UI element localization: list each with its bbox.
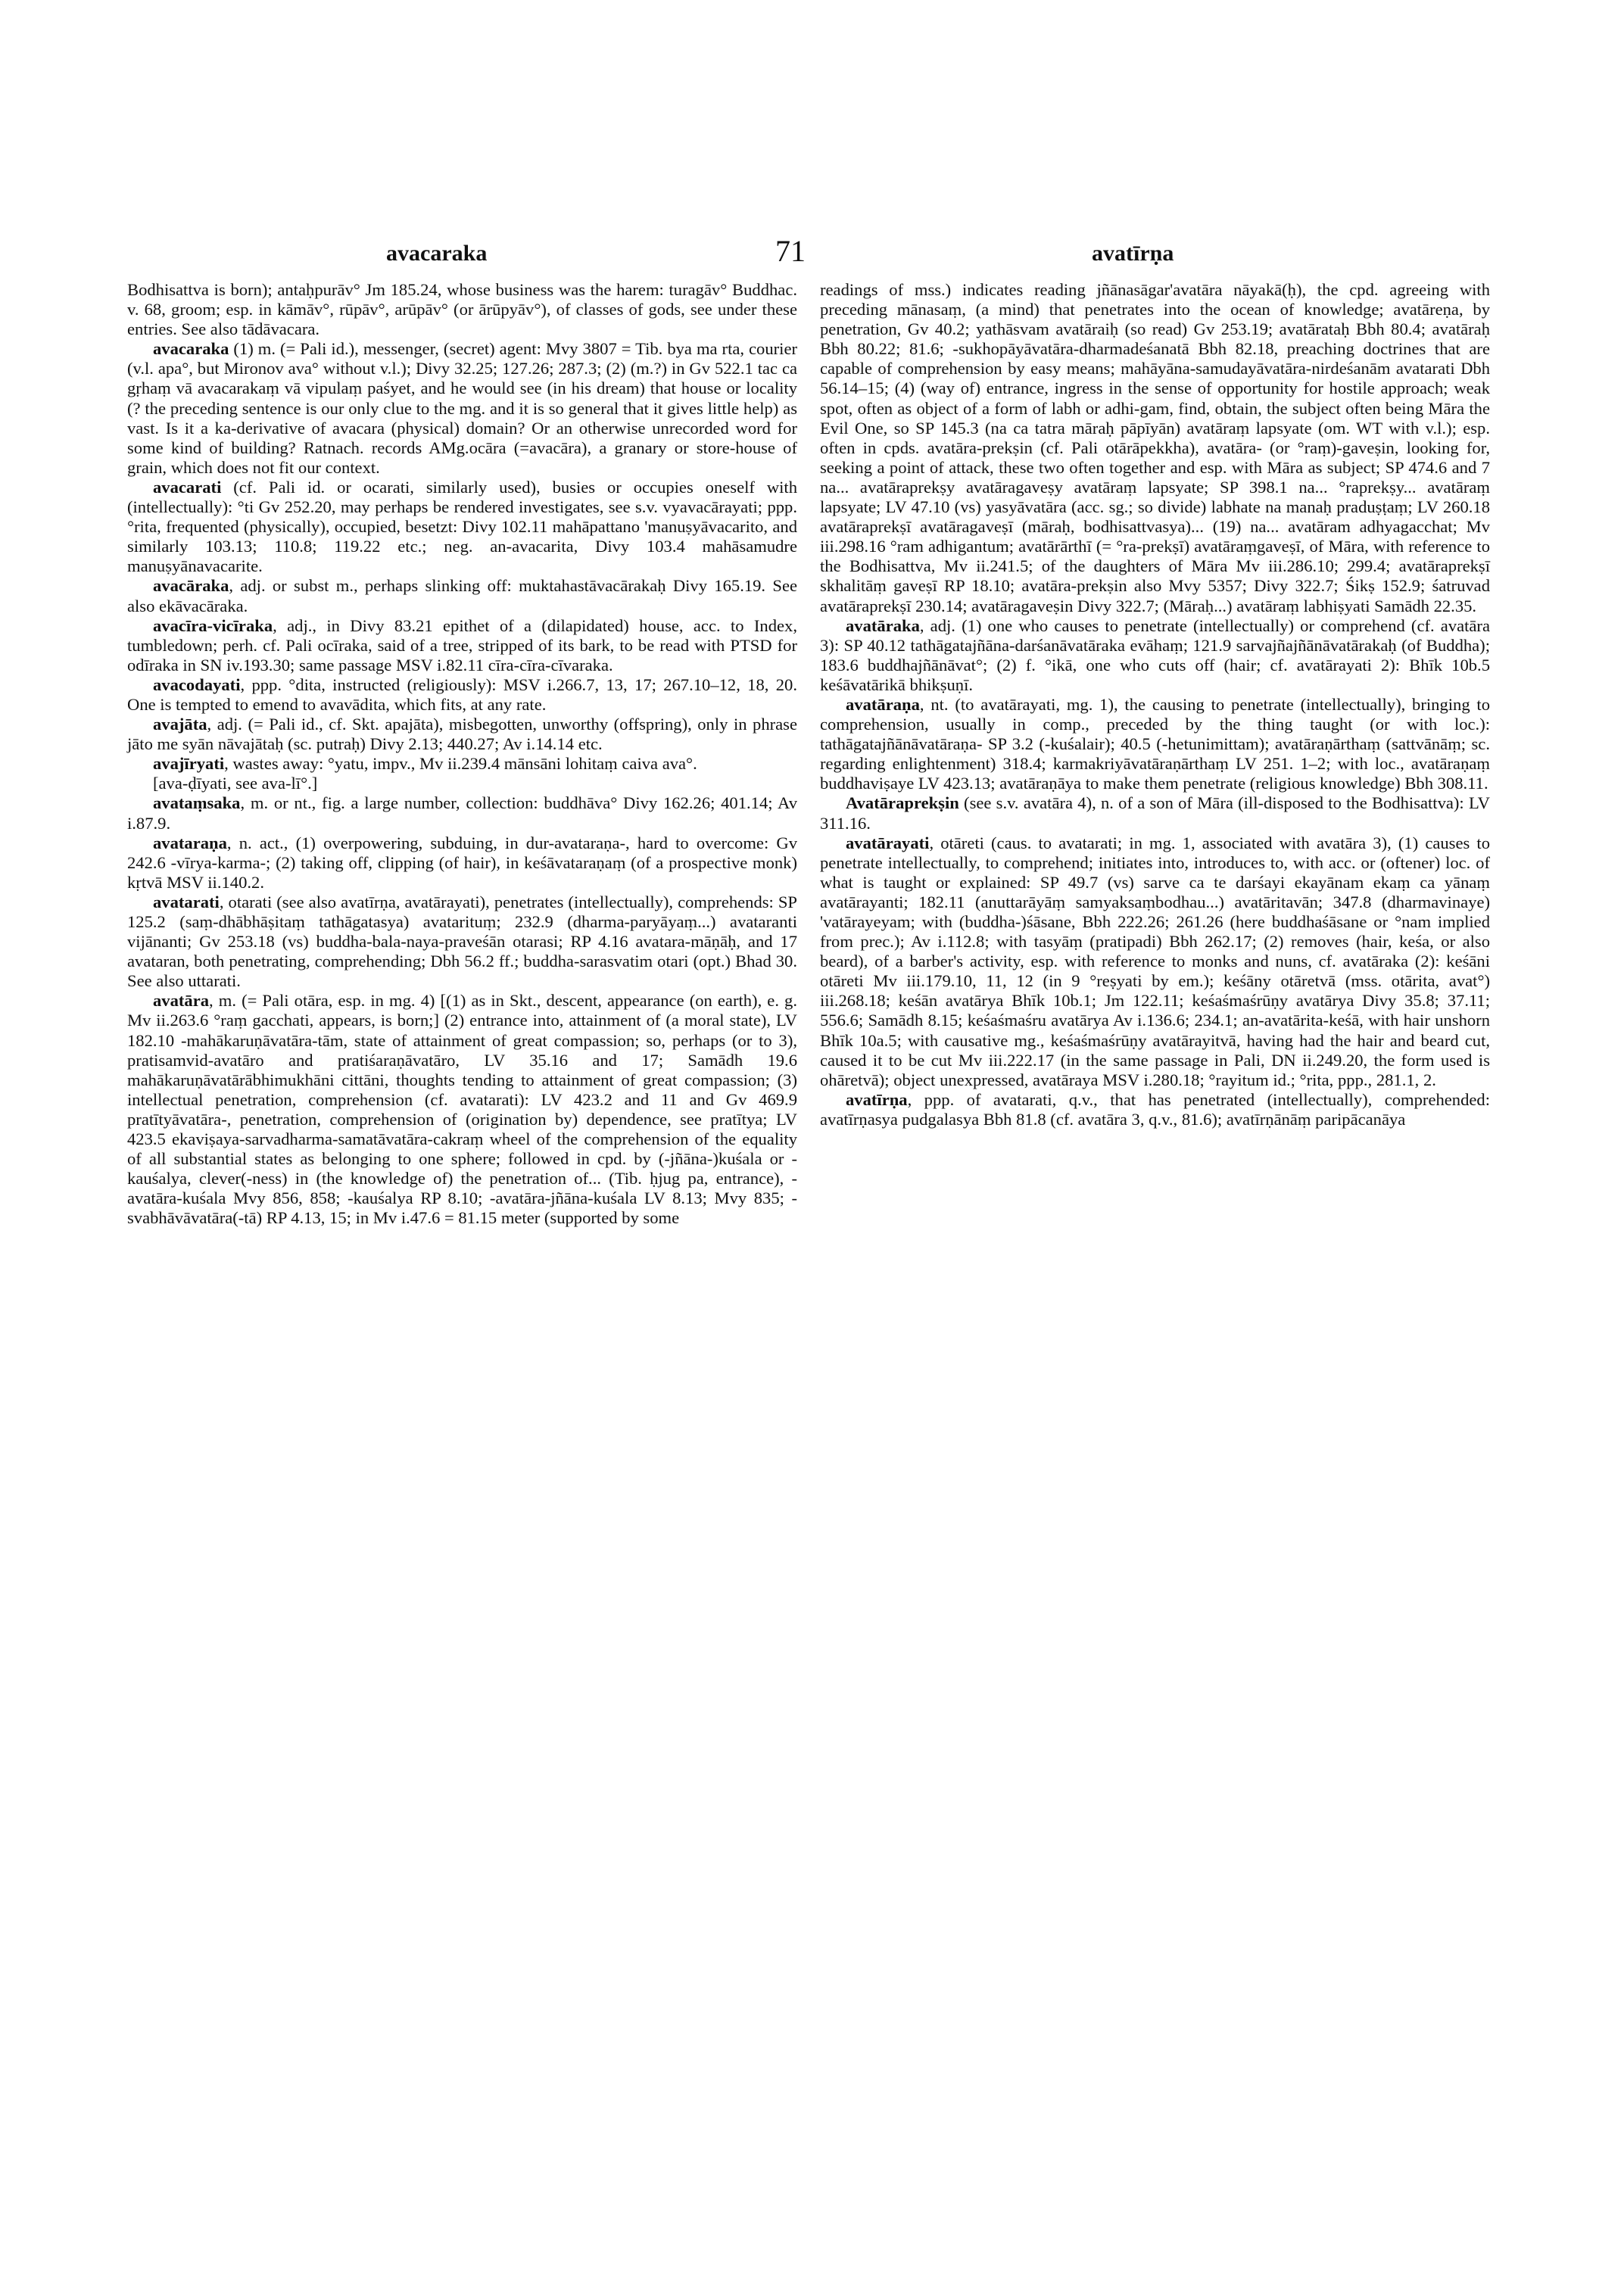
headword: avacodayati [153, 675, 241, 694]
headword: avajīryati [153, 754, 225, 774]
entry-ava-diyati: [ava-ḍīyati, see ava-lī°.] [153, 774, 318, 793]
headword: avataraṇa [153, 833, 227, 852]
headword: avacarati [153, 477, 234, 497]
entry-avajata: avajāta, adj. (= Pali id., cf. Skt. apajāta), misbegotten, unworthy (offspring), only in phrase jāto me syān nāvajātaḥ (sc. putraḥ) Divy 2.13; 440.27; Av i.14.14 etc. [127, 715, 797, 754]
entry-avatarana-nt: avatāraṇa, nt. (to avatārayati, mg. 1), the causing to penetrate (intellectually), bringing to comprehension, usually in comp., preceded by the thing taught (or with loc.): tathāgatajñānāvatāraṇa- SP 3.2 (-kuśalair); 40.5 (-hetunimittam); avatāraṇārthaṃ (sattvānāṃ; sc. regarding enlightenment) 318.4; karmakriyāvatāraṇārthaṃ LV 251. 1–2; with loc., avatāraṇaṃ buddhaviṣaye LV 423.13; avatāraṇāya to make them penetrate (religious knowledge) Bbh 308.11. [820, 694, 1490, 793]
left-column [127, 280, 797, 1229]
entry-avatamsaka: avataṃsaka, m. or nt., fig. a large number, collection: buddhāva° Divy 162.26; 401.14; Av i.87.9. [127, 793, 797, 833]
headword: avatārayati [846, 833, 930, 852]
headword: avacāraka [153, 576, 229, 596]
entry-avatara: avatāra, m. (= Pali otāra, esp. in mg. 4) [(1) as in Skt., descent, appearance (on earth), e. g. Mv ii.263.6 °raṃ gacchati, appears, is born;] (2) entrance into, attainment of (a moral state), LV 182.10 -mahākaruṇāvatāra-tām, state of attainment of great compassion; so, perhaps (or to 3), pratisamvid-avatāro and pratiśaraṇāvatāro, LV 35.16 and 17; Samādh 19.6 mahākaruṇāvatārābhimukhāni cittāni, thoughts tending to attainment of great compassion; (3) intellectual penetration, comprehension (cf. avatarati): LV 423.2 and 11 and Gv 469.9 pratītyāvatāra-, penetration, comprehension of (origination by) dependence, see pratītya; LV 423.5 ekaviṣaya-sarvadharma-samatāvatāra-cakraṃ wheel of the comprehension of the equality of all substantial states as belonging to one sphere; followed in cpd. by (-jñāna-)kuśala or -kauśalya, clever(-ness) in (the knowledge of) the penetration of... (Tib. ḥjug pa, entrance), -avatāra-kuśala Mvy 856, 858; -kauśalya RP 8.10; -avatāra-jñāna-kuśala LV 8.13; Mvy 835; -svabhāvāvatāra(-tā) RP 4.13, 15; in Mv i.47.6 = 81.15 meter (supported by some [127, 991, 797, 1228]
entry-avacaraka: avacaraka (1) m. (= Pali id.), messenger, (secret) agent: Mvy 3807 = Tib. bya ma rta, courier (v.l. apa°, but Mironov ava° without v.l.); Divy 32.25; 127.26; 287.3; (2) (m.?) in Gv 522.1 tac ca gṛhaṃ vā avacarakaṃ vā vipulaṃ paśyet, and he would see (in his dream) that house or locality (? the preceding sentence is our only clue to the mg. and it is so general that it gives little help) as vast. Is it a ka-derivative of avacara (physical) domain? Or an otherwise unrecorded word for some kind of building? Ratnach. records AMg.ocāra (=avacāra), a granary or store-house of grain, which does not fit our context. [127, 339, 798, 477]
entry-avatarana: avataraṇa, n. act., (1) overpowering, subduing, in dur-avataraṇa-, hard to overcome: Gv 242.6 -vīrya-karma-; (2) taking off, clipping (of hair), in keśāvataraṇaṃ (of a prospective monk) kṛtvā MSV ii.140.2. [127, 833, 797, 892]
headword: avatīrṇa [846, 1089, 908, 1109]
headword: avatāraka [846, 615, 920, 635]
entry-avatarayati: avatārayati, otāreti (caus. to avatarati; in mg. 1, associated with avatāra 3), (1) causes to penetrate intellectually, to comprehend; initiates into, introduces to, with acc. or (oftener) loc. of what is taught or explained: SP 49.7 (vs) sarve ca te darśayi ekayānam ekaṃ ca yānaṃ avatārayanti; 182.11 (anuttarāyāṃ samyaksaṃbodhau...) avatāritavān; 347.8 (dharmavinaye) 'vatārayeyam; with (buddha-)śāsane, Bbh 222.26; 261.26 (here buddhaśāsane or °nam implied from prec.); Av i.112.8; with tasyāṃ (pratipadi) Bbh 262.17; (2) removes (hair, keśa, or also beard), of a barber's activity, esp. with reference to monks and nuns, cf. avatāraka (2): keśāni otāreti Mv iii.179.10, 11, 12 (in 9 °reṣyati by em.); keśāny otāretvā (mss. otārita, avat°) iii.268.18; keśān avatārya Bhīk 10b.1; Jm 122.11; keśaśmaśrūṇy avatārya Divy 35.8; 37.11; 556.6; Samādh 8.15; keśaśmaśru avatārya Av i.136.6; 234.1; an-avatārita-keśā, with hair unshorn Bhīk 10a.5; with causative mg., keśaśmaśrūṇy avatārayitvā, having had the hair and beard cut, caused it to be cut Mv iii.222.17 (in the same passage in Pali, DN ii.249.20, the form used is ohāretvā); object unexpressed, avatāraya MSV i.280.18; °rayitum id.; °rita, ppp., 281.1, 2. [820, 833, 1490, 1089]
entry-avacarati: avacarati (cf. Pali id. or ocarati, similarly used), busies or occupies oneself with (intellectually): °ti Gv 252.20, may perhaps be rendered investigates, see s.v. vyavacārayati; ppp. °rita, frequented (physically), occupied, besetzt: Divy 102.11 mahāpattano 'manuṣyāvacarito, and similarly 103.13; 110.8; 119.22 etc.; neg. an-avacarita, Divy 103.4 mahāsamudre manuṣyānavacarite. [127, 477, 797, 576]
headword: avajāta [153, 715, 207, 734]
headword: avacīra-vicīraka [153, 615, 273, 635]
entry-avataraprekshin: Avatāraprekṣin (see s.v. avatāra 4), n. of a son of Māra (ill-disposed to the Bodhisattva): LV 311.16. [820, 793, 1490, 833]
headword: avatāraṇa [846, 694, 920, 714]
entry-avacodayati: avacodayati, ppp. °dita, instructed (religiously): MSV i.266.7, 13, 17; 267.10–12, 18, 20. One is tempted to emend to avavādita, which fits, at any rate. [127, 675, 797, 714]
entry-continuation: Bodhisattva is born); antaḥpurāv° Jm 185.24, whose business was the harem: turagāv° Buddhac. v. 68, groom; esp. in kāmāv°, rūpāv°, arūpāv° (or ārūpyāv°), of classes of gods, see under these entries. See also tādāvacara. [127, 280, 797, 339]
page-number: 71 [775, 234, 806, 268]
left-guide-word: avacaraka [386, 241, 488, 266]
entry-avatirna: avatīrṇa, ppp. of avatarati, q.v., that has penetrated (intellectually), comprehended: avatīrṇasya pudgalasya Bbh 81.8 (cf. avatāra 3, q.v., 81.6); avatīrṇānāṃ paripācanāya [820, 1089, 1490, 1129]
right-guide-word: avatīrṇa [1092, 241, 1174, 266]
entry-avatarati: avatarati, otarati (see also avatīrṇa, avatārayati), penetrates (intellectually), comprehends: SP 125.2 (saṃ-dhābhāṣitaṃ tathāgatasya) avatarituṃ; 232.9 (dharma-paryāyaṃ...) avataranti vijānanti; Gv 253.18 (vs) buddha-bala-naya-praveśān otarasi; RP 4.16 avatara-māṇāḥ, and 17 avataran, both penetrating, comprehending; Dbh 56.2 ff.; buddha-sarasvatim otari (opt.) Bhad 30. See also uttarati. [127, 892, 797, 991]
entry-avacira-viciraka: avacīra-vicīraka, adj., in Divy 83.21 epithet of a (dilapidated) house, acc. to Index, tumbledown; perh. cf. Pali ocīraka, said of a tree, stripped of its bark, to be read with PTSD for odīraka in SN iv.193.30; same passage MSV i.82.11 cīra-cīra-cīvaraka. [127, 615, 797, 675]
headword: avatāra [153, 991, 210, 1011]
headword: avacaraka [153, 339, 234, 359]
entry-avajiryati: avajīryati, wastes away: °yatu, impv., Mv ii.239.4 mānsāni lohitaṃ caiva ava°. [153, 754, 697, 774]
headword: avataṃsaka [153, 793, 241, 813]
right-column [820, 280, 1490, 1129]
entry-avacaraka-adj: avacāraka, adj. or subst m., perhaps slinking off: muktahastāvacārakaḥ Divy 165.19. See also ekāvacāraka. [127, 576, 797, 615]
entry-avataraka: avatāraka, adj. (1) one who causes to penetrate (intellectually) or comprehend (cf. avatāra 3): SP 40.12 tathāgatajñāna-darśanāvatāraka evāhaṃ; 121.9 sarvajñajñānāvatārakaḥ (of Buddha); 183.6 buddhajñānāvat°; (2) f. °ikā, one who cuts off (hair; cf. avatārayati 2): Bhīk 10b.5 keśāvatārikā bhikṣuṇī. [820, 615, 1490, 694]
entry-avatara-continued: readings of mss.) indicates reading jñānasāgar'avatāra nāyakā(ḥ), the cpd. agreeing with preceding mānasaṃ, (a mind) that penetrates into the ocean of knowledge; avatāreṇa, by penetration, Gv 40.2; yathāsvam avatāraiḥ (so read) Gv 253.19; avatārataḥ Bbh 80.4; avatāraḥ Bbh 80.22; 81.6; -sukhopāyāvatāra-dharmadeśanatā Bbh 82.18, preaching doctrines that are capable of comprehension by easy means; mahāyāna-samudayāvatāra-nirdeśanām avatarati Dbh 56.14–15; (4) (way of) entrance, ingress in the sense of opportunity for hostile approach; weak spot, often as object of a form of labh or adhi-gam, find, obtain, the subject often being Māra the Evil One, so SP 145.3 (na ca tatra māraḥ pāpīyān) avatāraṃ lapsyate (om. WT with v.l.); esp. often in cpds. avatāra-prekṣin (cf. Pali otārāpekkha), avatāra- (or °raṃ)-gaveṣin, looking for, seeking a point of attack, these two often together and esp. with Māra as subject; SP 474.6 and 7 na... avatāraprekṣy avatāragaveṣy avatāraṃ lapsyate; SP 398.1 na... °raprekṣy... avatāraṃ lapsyate; LV 47.10 (vs) yasyāvatāra (acc. sg.; so divide) labhate na manaḥ praduṣṭaṃ; LV 260.18 avatāraprekṣī avatāragaveṣī (māraḥ, bodhisattvasya)... (19) na... avatāram adhyagacchat; Mv iii.298.16 °ram adhigantum; avatārārthī (= °ra-prekṣī) avatāraṃgaveṣī, of Māra, with reference to the Bodhisattva, Mv ii.241.5; of the daughters of Māra Mv iii.286.10; 299.4; avatāraprekṣī skhalitāṃ gaveṣī RP 18.10; avatāra-prekṣin also Mvy 5357; Divy 322.7; Śikṣ 152.9; śatruvad avatāraprekṣī 230.14; avatāragaveṣin Divy 322.7; (Māraḥ...) avatāraṃ labhiṣyati Samādh 22.35. [820, 280, 1490, 615]
headword: Avatāraprekṣin [846, 793, 965, 813]
headword: avatarati [153, 892, 220, 911]
